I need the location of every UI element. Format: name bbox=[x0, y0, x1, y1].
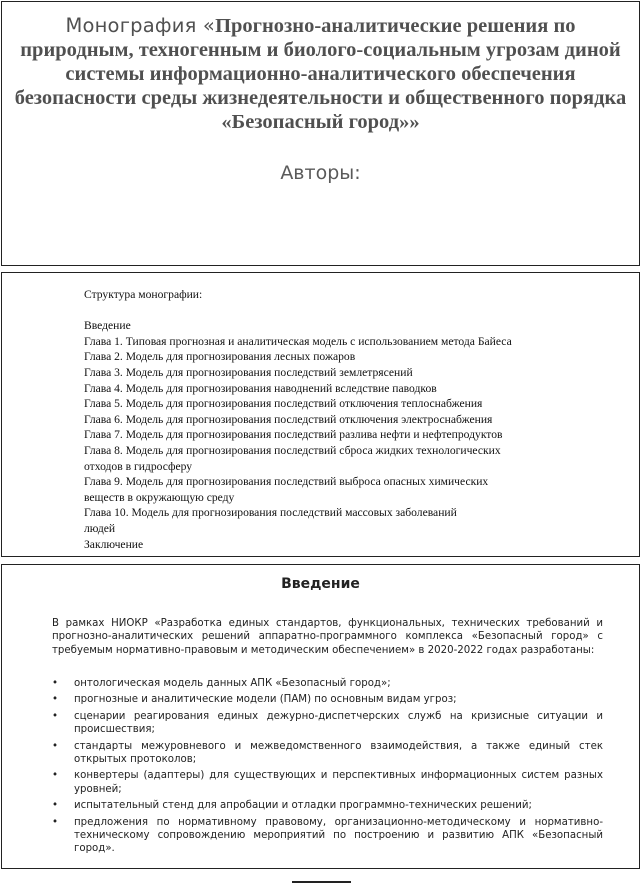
bullet-icon: • bbox=[52, 770, 59, 782]
structure-item: Глава 4. Модель для прогнозирования наводнений вследствие паводков bbox=[84, 381, 437, 395]
structure-item: Глава 6. Модель для прогнозирования последствий отключения электроснабжения bbox=[84, 412, 493, 426]
structure-item: Глава 7. Модель для прогнозирования последствий разлива нефти и нефтепродуктов bbox=[84, 428, 503, 442]
monograph-title bbox=[12, 14, 629, 134]
structure-item: Глава 1. Типовая прогнозная и аналитическая модель с использованием метода Байеса bbox=[84, 334, 512, 348]
list-item-text: конвертеры (адаптеры) для существующих и перспективных информационных систем разных уровней; bbox=[74, 770, 603, 795]
authors-label: Авторы: bbox=[280, 162, 361, 184]
list-item bbox=[52, 769, 603, 796]
structure-item: Глава 8. Модель для прогнозирования последствий сброса жидких технологических bbox=[84, 443, 501, 457]
list-item-text: прогнозные и аналитические модели (ПАМ) по основным видам угроз; bbox=[74, 694, 457, 706]
monograph-label: Монография « bbox=[65, 14, 216, 37]
bullet-icon: • bbox=[52, 816, 59, 828]
structure-item: отходов в гидросферу bbox=[84, 459, 193, 473]
list-item bbox=[52, 799, 603, 812]
monograph-title-text: Прогнозно-аналитические решения по природным, техногенным и биолого-социальным угрозам диной системы информационно-аналитического обеспечения безопасности среды жизнедеятельности и общественного порядка «Безопасный город»» bbox=[14, 15, 627, 133]
structure-item: Введение bbox=[84, 319, 131, 333]
introduction-paragraph: В рамках НИОКР «Разработка единых стандартов, функциональных, технических требований и прогнозно-аналитических решений аппаратно-программного комплекса «Безопасный город» с требуемым нормативно-правовым и методическим обеспечением» в 2020-2022 годах разработаны: bbox=[52, 618, 603, 656]
structure-list bbox=[84, 287, 512, 552]
list-item bbox=[52, 710, 603, 737]
list-item-text: сценарии реагирования единых дежурно-диспетчерских служб на кризисные ситуации и происшествия; bbox=[74, 710, 603, 736]
results-list bbox=[52, 677, 603, 859]
structure-slide bbox=[1, 272, 640, 557]
list-item-text: онтологическая модель данных АПК «Безопасный город»; bbox=[74, 678, 391, 689]
introduction-slide bbox=[1, 564, 640, 869]
structure-item: Глава 3. Модель для прогнозирования последствий землетрясений bbox=[84, 365, 413, 379]
bullet-icon: • bbox=[52, 694, 59, 706]
footer-rule bbox=[292, 881, 351, 883]
list-item bbox=[52, 693, 603, 706]
list-item-text: испытательный стенд для апробации и отладки программно-технических решений; bbox=[74, 800, 532, 812]
bullet-icon: • bbox=[52, 678, 59, 689]
structure-item: людей bbox=[84, 521, 116, 535]
structure-heading: Структура монографии: bbox=[84, 288, 203, 301]
list-item-text: стандарты межуровневого и межведомственного взаимодействия, а также единый стек открытых протоколов; bbox=[74, 740, 603, 766]
structure-item: Заключение bbox=[84, 537, 144, 551]
title-slide bbox=[1, 1, 640, 266]
structure-item: Глава 9. Модель для прогнозирования последствий выброса опасных химических bbox=[84, 475, 489, 489]
list-item bbox=[52, 677, 603, 690]
structure-item: Глава 2. Модель для прогнозирования лесных пожаров bbox=[84, 350, 356, 364]
list-item bbox=[52, 740, 603, 767]
list-item-text: предложения по нормативному правовому, организационно-методическому и нормативно-техническому сопровождению мероприятий по построению и развитию АПК «Безопасный город». bbox=[74, 816, 603, 855]
spacer bbox=[84, 303, 512, 319]
bullet-icon: • bbox=[52, 710, 59, 722]
list-item bbox=[52, 816, 603, 856]
bullet-icon: • bbox=[52, 740, 59, 752]
bullet-icon: • bbox=[52, 800, 59, 812]
structure-item: Глава 5. Модель для прогнозирования последствий отключения теплоснабжения bbox=[84, 397, 483, 411]
introduction-heading: Введение bbox=[281, 576, 360, 592]
structure-item: веществ в окружающую среду bbox=[84, 490, 235, 504]
structure-item: Глава 10. Модель для прогнозирования последствий массовых заболеваний bbox=[84, 506, 457, 520]
